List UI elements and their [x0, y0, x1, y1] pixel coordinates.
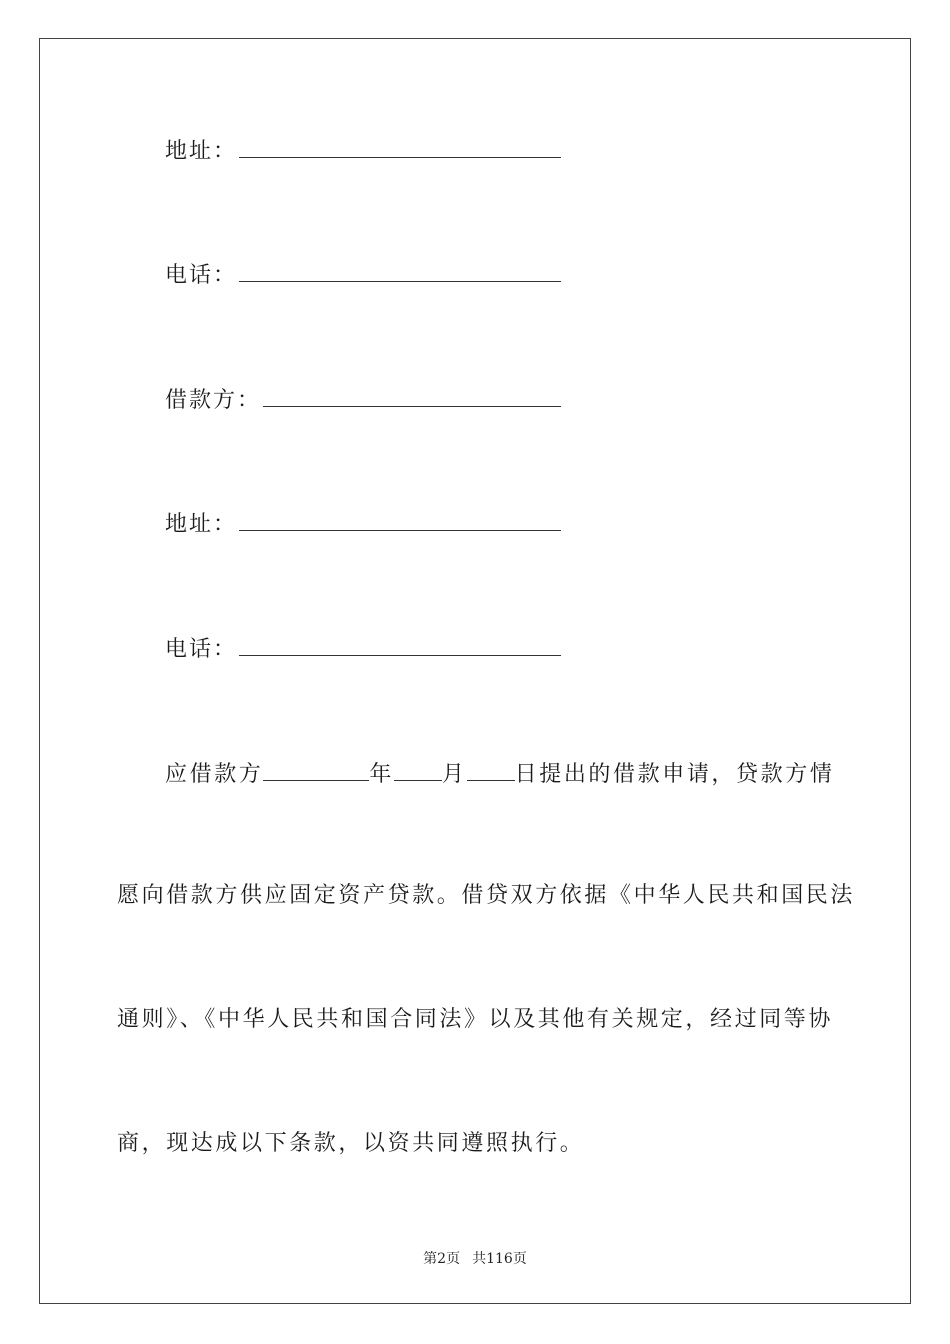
field-label: 电话： [165, 637, 238, 662]
paragraph-line-4: 商，现达成以下条款，以资共同遵照执行。 [117, 1131, 585, 1156]
paragraph-line-3: 通则》、《中华人民共和国合同法》以及其他有关规定，经过同等协 [117, 1007, 834, 1032]
lender-address-field [165, 135, 561, 167]
text: 月 [442, 762, 467, 787]
paragraph-line-2: 愿向借款方供应固定资产贷款。借贷双方依据《中华人民共和国民法 [117, 883, 856, 908]
field-label: 地址： [165, 139, 238, 164]
blank-line [239, 633, 561, 656]
total-pages: 共116页 [472, 1251, 527, 1267]
text: 应借款方 [165, 762, 264, 787]
borrower-address-field [165, 508, 561, 540]
page-border [39, 38, 911, 1304]
field-label: 电话： [165, 263, 238, 288]
borrower-phone-field [165, 633, 561, 665]
blank-line [239, 135, 561, 158]
text: 日提出的借款申请，贷款方情 [514, 762, 835, 787]
text: 年 [369, 762, 395, 787]
month-blank [394, 758, 442, 781]
field-label: 地址： [165, 512, 238, 537]
lender-phone-field [165, 259, 561, 291]
blank-line [239, 259, 561, 282]
year-blank [263, 758, 369, 781]
page-number: 第2页 [423, 1251, 461, 1267]
blank-line [239, 508, 561, 531]
borrower-field [165, 384, 561, 416]
paragraph-line-1 [165, 758, 833, 790]
page-footer [0, 1248, 950, 1268]
day-blank [467, 758, 515, 781]
field-label: 借款方： [165, 388, 262, 413]
blank-line [263, 384, 561, 407]
